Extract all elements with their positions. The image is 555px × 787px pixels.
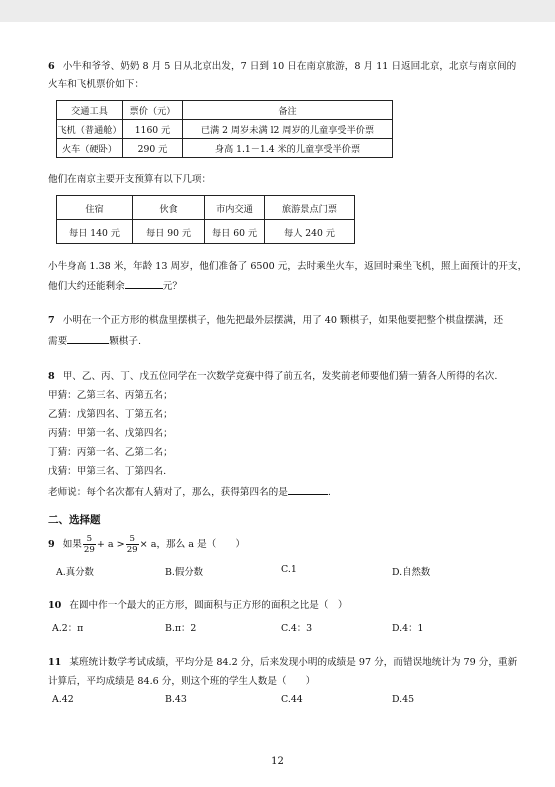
question-text: 某班统计数学考试成绩，平均分是 84.2 分，后来发现小明的成绩是 97 分，而错误地统计为 79 分，重新 xyxy=(69,657,518,668)
table-header-cell: 票价（元） xyxy=(123,101,183,120)
option-d[interactable]: D.4：1 xyxy=(392,623,424,634)
question-number: 6 xyxy=(48,61,55,72)
question-6-line-5 xyxy=(48,278,182,294)
option-a[interactable]: A.2：π xyxy=(52,623,84,634)
table-header-cell: 旅游景点门票 xyxy=(265,196,355,220)
page-number: 12 xyxy=(271,756,284,767)
option-b[interactable]: B.假分数 xyxy=(165,567,203,578)
question-text: 老师说：每个名次都有人猜对了，那么，获得第四名的是 xyxy=(48,487,288,498)
table-header-cell: 住宿 xyxy=(57,196,133,220)
table-cell: 每日 60 元 xyxy=(205,220,265,244)
table-cell: 身高 1.1－1.4 米的儿童享受半价票 xyxy=(183,139,393,158)
table-cell: 290 元 xyxy=(123,139,183,158)
table-cell: 每日 140 元 xyxy=(57,220,133,244)
question-6-line-3: 他们在南京主要开支预算有以下几项： xyxy=(48,174,212,185)
table-row xyxy=(57,139,393,158)
option-d[interactable]: D.自然数 xyxy=(392,567,431,578)
table-cell: 飞机（普通舱） xyxy=(57,120,123,139)
question-6-line-1 xyxy=(48,60,516,74)
question-text: 元？ xyxy=(162,281,182,292)
question-text: ，那么 a 是（ ） xyxy=(156,539,246,550)
table-header-cell: 交通工具 xyxy=(57,101,123,120)
guess-ding: 丁猜：丙第一名、乙第二名； xyxy=(48,447,173,458)
table-header-row xyxy=(57,101,393,120)
table-header-cell: 备注 xyxy=(183,101,393,120)
section-heading: 二、选择题 xyxy=(48,514,101,526)
guess-jia: 甲猜：乙第三名、丙第五名； xyxy=(48,390,173,401)
teacher-statement xyxy=(48,484,331,500)
question-11-line-1 xyxy=(48,656,517,670)
fraction-numerator: 5 xyxy=(126,534,139,545)
question-10-line-1 xyxy=(48,599,348,613)
question-number: 8 xyxy=(48,371,55,382)
question-8-line-1 xyxy=(48,370,497,384)
option-c[interactable]: C.1 xyxy=(281,564,297,575)
question-text: 小牛和爷爷、奶奶 8 月 5 日从北京出发，7 日到 10 日在南京旅游，8 月 11 日返回北京，北京与南京间的 xyxy=(62,61,517,72)
question-text: 甲、乙、丙、丁、戊五位同学在一次数学竞赛中得了前五名，发奖前老师要他们猜一猜各人所得的名次. xyxy=(62,371,498,382)
question-text: 颗棋子. xyxy=(109,336,142,347)
question-6-line-4: 小牛身高 1.38 米，年龄 13 周岁，他们准备了 6500 元，去时乘坐火车，返回时乘坐飞机，照上面预计的开支， xyxy=(48,261,528,272)
question-7-line-1 xyxy=(48,314,503,328)
option-d[interactable]: D.45 xyxy=(392,694,415,705)
question-number: 11 xyxy=(48,657,62,668)
guess-bing: 丙猜：甲第一名、戊第四名； xyxy=(48,428,173,439)
answer-blank[interactable] xyxy=(125,278,163,289)
table-header-row xyxy=(57,196,355,220)
fraction-numerator: 5 xyxy=(83,534,96,545)
answer-blank[interactable] xyxy=(288,484,328,495)
fare-table xyxy=(56,100,393,158)
question-text: 如果 xyxy=(62,539,82,550)
fraction-denominator: 29 xyxy=(83,545,95,555)
question-9-line-1 xyxy=(48,532,245,558)
option-c[interactable]: C.4：3 xyxy=(281,623,313,634)
fraction-denominator: 29 xyxy=(126,545,138,555)
question-11-line-2: 计算后，平均成绩是 84.6 分，则这个班的学生人数是（ ） xyxy=(48,676,316,687)
budget-table xyxy=(56,195,355,244)
question-6-line-2: 火车和飞机票价如下： xyxy=(48,79,144,90)
question-number: 10 xyxy=(48,600,62,611)
table-row xyxy=(57,120,393,139)
option-b[interactable]: B.π：2 xyxy=(165,623,197,634)
question-text: 需要 xyxy=(48,336,68,347)
question-7-line-2 xyxy=(48,333,141,349)
question-text: 小明在一个正方形的棋盘里摆棋子，他先把最外层摆满，用了 40 颗棋子，如果他要把整个棋盘摆满，还 xyxy=(62,315,504,326)
table-header-cell: 伙食 xyxy=(133,196,205,220)
question-text: 在圆中作一个最大的正方形，圆面积与正方形的面积之比是（ ） xyxy=(69,600,348,611)
guess-yi: 乙猜：戊第四名、丁第五名； xyxy=(48,409,173,420)
option-b[interactable]: B.43 xyxy=(165,694,187,705)
option-a[interactable]: A.42 xyxy=(52,694,74,705)
question-text: + a > xyxy=(96,539,125,550)
question-text: . xyxy=(327,487,331,498)
question-text: 他们大约还能剩余 xyxy=(48,281,125,292)
answer-blank[interactable] xyxy=(67,333,109,344)
question-number: 7 xyxy=(48,315,55,326)
table-cell: 1160 元 xyxy=(123,120,183,139)
fraction xyxy=(83,534,96,555)
question-number: 9 xyxy=(48,539,55,550)
table-cell: 已满 2 周岁未满 l2 周岁的儿童享受半价票 xyxy=(183,120,393,139)
guess-wu: 戊猜：甲第三名、丁第四名. xyxy=(48,466,167,477)
table-header-cell: 市内交通 xyxy=(205,196,265,220)
table-cell: 火车（硬卧） xyxy=(57,139,123,158)
table-cell: 每人 240 元 xyxy=(265,220,355,244)
table-cell: 每日 90 元 xyxy=(133,220,205,244)
top-header-bar xyxy=(0,0,555,22)
question-text: × a xyxy=(139,539,157,550)
option-c[interactable]: C.44 xyxy=(281,694,303,705)
option-a[interactable]: A.真分数 xyxy=(56,567,94,578)
table-row xyxy=(57,220,355,244)
fraction xyxy=(126,534,139,555)
